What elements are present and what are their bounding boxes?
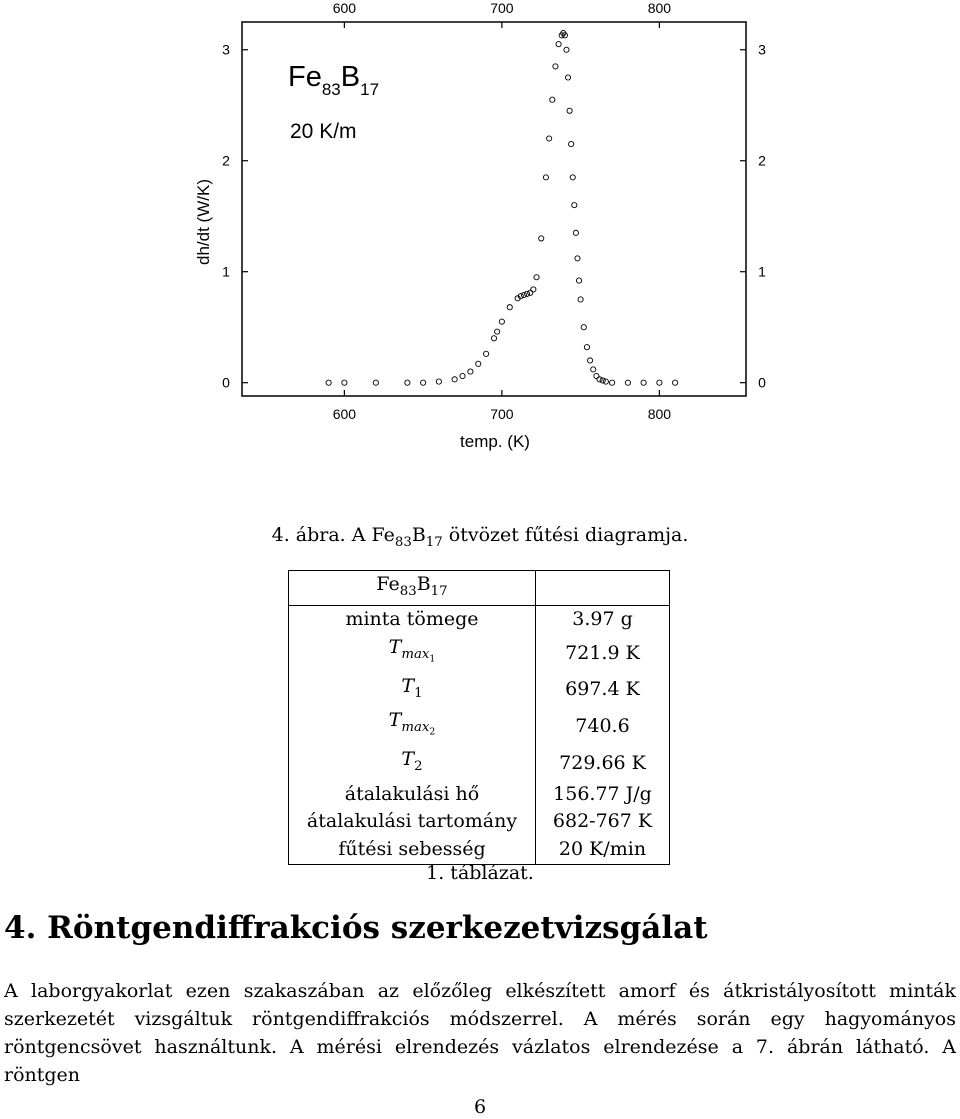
data-point bbox=[373, 380, 378, 385]
figure-caption bbox=[0, 524, 960, 550]
t2-base: T bbox=[401, 748, 415, 771]
section-heading: 4. Röntgendiffrakciós szerkezetvizsgálat bbox=[4, 910, 708, 946]
tmax1-base: T bbox=[388, 635, 402, 658]
data-point bbox=[564, 47, 569, 52]
data-point bbox=[507, 305, 512, 310]
row-label-tmax1 bbox=[289, 634, 536, 673]
figure-caption-post: ötvözet fűtési diagramja. bbox=[442, 524, 689, 546]
table-header-fe: Fe bbox=[376, 573, 400, 595]
data-point bbox=[405, 380, 410, 385]
properties-table bbox=[288, 570, 670, 865]
data-point bbox=[569, 141, 574, 146]
row-value-range: 682-767 K bbox=[536, 808, 670, 836]
table-header-sub2: 17 bbox=[430, 583, 448, 599]
data-point bbox=[476, 361, 481, 366]
table-row bbox=[289, 836, 670, 864]
data-point bbox=[521, 292, 526, 297]
table-header-empty bbox=[536, 571, 670, 606]
x-tick-label-top: 600 bbox=[332, 0, 357, 16]
data-point bbox=[573, 230, 578, 235]
tmax2-base: T bbox=[388, 709, 402, 732]
data-point bbox=[565, 75, 570, 80]
tmax2-sub bbox=[401, 720, 436, 738]
data-point bbox=[578, 297, 583, 302]
row-label-range: átalakulási tartomány bbox=[289, 808, 536, 836]
y-tick-label-right: 2 bbox=[758, 152, 766, 169]
table-row bbox=[289, 808, 670, 836]
y-tick-label-right: 0 bbox=[758, 374, 766, 391]
row-value-tmax2: 740.6 bbox=[536, 707, 670, 746]
table-caption: 1. táblázat. bbox=[426, 862, 534, 884]
y-tick-label-right: 1 bbox=[758, 263, 766, 280]
table-header-sub1: 83 bbox=[399, 583, 417, 599]
data-point bbox=[625, 380, 630, 385]
data-point bbox=[499, 319, 504, 324]
chart-subtitle: 20 K/m bbox=[290, 120, 357, 143]
data-point bbox=[603, 379, 608, 384]
x-ticks-bottom bbox=[333, 390, 672, 422]
y-tick-label-left: 2 bbox=[222, 152, 230, 169]
row-label-tmax2 bbox=[289, 707, 536, 746]
data-point bbox=[657, 380, 662, 385]
x-tick-label-bottom: 800 bbox=[647, 406, 672, 422]
data-point bbox=[421, 380, 426, 385]
data-point bbox=[587, 358, 592, 363]
data-point bbox=[594, 373, 599, 378]
tmax2-sub-text: max bbox=[401, 720, 430, 736]
data-point bbox=[326, 380, 331, 385]
x-tick-label-top: 700 bbox=[490, 0, 514, 16]
tmax1-subsub: 1 bbox=[429, 653, 436, 665]
t1-base: T bbox=[401, 675, 415, 698]
y-tick-label-left: 3 bbox=[222, 41, 230, 58]
data-point bbox=[581, 325, 586, 330]
figure-caption-pre: 4. ábra. A Fe bbox=[271, 524, 395, 546]
row-label-mass: minta tömege bbox=[289, 606, 536, 634]
data-point bbox=[460, 373, 465, 378]
data-point bbox=[534, 275, 539, 280]
table-row bbox=[289, 707, 670, 746]
data-point bbox=[484, 351, 489, 356]
data-point bbox=[591, 367, 596, 372]
data-point bbox=[550, 97, 555, 102]
data-point bbox=[452, 377, 457, 382]
heating-diagram-chart bbox=[0, 0, 960, 480]
table-header-b: B bbox=[416, 573, 431, 595]
t1-sub: 1 bbox=[414, 685, 423, 701]
y-tick-label-left: 1 bbox=[222, 263, 230, 280]
t2-sub: 2 bbox=[414, 759, 423, 775]
tmax1-sub bbox=[401, 646, 436, 665]
tmax2-subsub: 2 bbox=[429, 726, 436, 738]
data-point bbox=[572, 203, 577, 208]
data-point bbox=[553, 64, 558, 69]
data-point bbox=[524, 291, 529, 296]
row-label-t1 bbox=[289, 673, 536, 707]
data-point bbox=[610, 380, 615, 385]
data-point bbox=[597, 377, 602, 382]
chart-title bbox=[288, 61, 379, 99]
row-value-t1: 697.4 K bbox=[536, 673, 670, 707]
data-point bbox=[673, 380, 678, 385]
data-point bbox=[556, 42, 561, 47]
row-value-mass: 3.97 g bbox=[536, 606, 670, 634]
data-point bbox=[543, 175, 548, 180]
data-point bbox=[641, 380, 646, 385]
y-ticks-right bbox=[740, 42, 766, 391]
y-tick-label-right: 3 bbox=[758, 41, 766, 58]
data-point bbox=[547, 136, 552, 141]
table-row bbox=[289, 606, 670, 634]
data-point bbox=[528, 290, 533, 295]
figure-caption-sub1: 83 bbox=[394, 534, 412, 550]
page-number: 6 bbox=[473, 1096, 487, 1118]
row-value-heat: 156.77 J/g bbox=[536, 781, 670, 809]
data-point bbox=[567, 108, 572, 113]
row-value-t2: 729.66 K bbox=[536, 746, 670, 780]
figure-caption-sub2: 17 bbox=[425, 534, 443, 550]
data-point bbox=[570, 175, 575, 180]
data-point bbox=[584, 345, 589, 350]
data-point bbox=[491, 336, 496, 341]
data-point bbox=[575, 256, 580, 261]
x-axis-label: temp. (K) bbox=[460, 432, 530, 451]
chart-title-fe: Fe bbox=[288, 61, 322, 93]
row-value-rate: 20 K/min bbox=[536, 836, 670, 864]
data-point bbox=[600, 378, 605, 383]
data-point bbox=[342, 380, 347, 385]
data-point bbox=[436, 379, 441, 384]
x-ticks-top bbox=[333, 0, 672, 28]
figure-caption-mid: B bbox=[411, 524, 426, 546]
row-value-tmax1: 721.9 K bbox=[536, 634, 670, 673]
table-header-row bbox=[289, 571, 670, 606]
row-label-t2 bbox=[289, 746, 536, 780]
chart-title-sub2: 17 bbox=[360, 80, 380, 99]
chart-title-sub1: 83 bbox=[321, 80, 341, 99]
data-point bbox=[576, 278, 581, 283]
table-row bbox=[289, 673, 670, 707]
data-point bbox=[495, 329, 500, 334]
data-point bbox=[531, 287, 536, 292]
x-tick-label-bottom: 700 bbox=[490, 406, 514, 422]
y-ticks-left bbox=[222, 42, 248, 391]
table-row bbox=[289, 746, 670, 780]
row-label-rate: fűtési sebesség bbox=[289, 836, 536, 864]
chart-title-b: B bbox=[340, 61, 361, 93]
y-tick-label-left: 0 bbox=[222, 374, 230, 391]
row-label-heat: átalakulási hő bbox=[289, 781, 536, 809]
x-tick-label-top: 800 bbox=[647, 0, 672, 16]
table-row bbox=[289, 781, 670, 809]
tmax1-sub-text: max bbox=[401, 646, 430, 662]
data-point bbox=[539, 236, 544, 241]
table-row bbox=[289, 634, 670, 673]
y-axis-label: dh/dt (W/K) bbox=[194, 179, 213, 265]
data-point bbox=[468, 369, 473, 374]
body-paragraph: A laborgyakorlat ezen szakaszában az előzőleg elkészített amorf és átkristályosított minták szerkezetét vizsgáltuk röntgendiffrakciós módszerrel. A mérés során egy hagyományos röntgencsövet használtunk. A mérési elrendezés vázlatos elrendezése a 7. ábrán látható. A röntgen bbox=[4, 980, 956, 1086]
x-tick-label-bottom: 600 bbox=[332, 406, 357, 422]
table-header-cell bbox=[289, 571, 536, 606]
